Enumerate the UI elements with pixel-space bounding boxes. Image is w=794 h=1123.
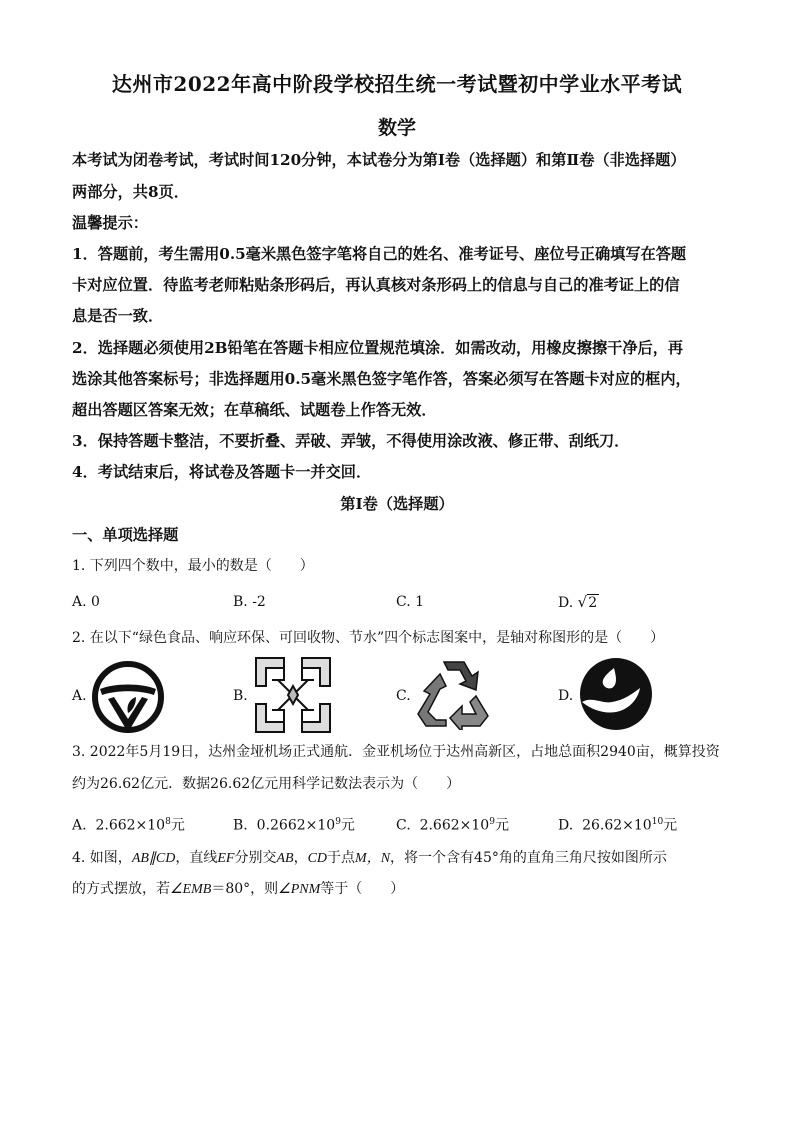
q3-option-c-exponent: 9: [489, 817, 495, 827]
q3-option-b-exponent: 9: [335, 817, 341, 827]
tip-line: 4．考试结束后，将试卷及答题卡一并交回．: [72, 463, 372, 481]
q3-option-d: [558, 812, 677, 836]
q1-option-d-radicand: 2: [588, 595, 598, 611]
tip-line: 1．答题前，考生需用0.5毫米黑色签字笔将自己的姓名、准考证号、座位号正确填写在答题: [72, 245, 687, 263]
water-saving-logo: [578, 656, 654, 732]
q3-option-d-unit: 元: [663, 817, 678, 834]
q4-text: ＝80°，则: [211, 881, 279, 897]
q3-option-b: [233, 812, 355, 836]
q4-text: ，将一个含有45°角的直角三角尺按如图所示: [390, 850, 667, 866]
green-food-logo: [90, 659, 166, 735]
q1-stem: 1. 下列四个数中，最小的数是（ ）: [72, 558, 314, 574]
tip-line: 选涂其他答案标号；非选择题用0.5毫米黑色签字笔作答，答案必须写在答题卡对应的框内，: [72, 370, 691, 388]
q4-math: CD: [307, 851, 328, 866]
q4-text: 4. 如图，: [72, 850, 132, 866]
q3-option-b-mantissa: 0.2662×10: [256, 817, 336, 834]
q3-option-d-exponent: 10: [651, 817, 664, 827]
q3-option-b-unit: 元: [340, 817, 355, 834]
q1-option-a: A. 0: [72, 594, 100, 610]
q3-stem-line-1: 3. 2022年5月19日，达州金垭机场正式通航．金亚机场位于达州高新区，占地总面积2940亩，概算投资: [72, 744, 720, 760]
tip-line: 超出答题区答案无效；在草稿纸、试题卷上作答无效．: [72, 401, 437, 419]
q2-label-d: D.: [558, 688, 574, 704]
q4-text: 的方式摆放，若: [72, 881, 170, 897]
q4-text: ，: [293, 850, 308, 866]
q1-option-d: D. √2: [558, 593, 598, 611]
tip-line: 2．选择题必须使用2B铅笔在答题卡相应位置规范填涂．如需改动，用橡皮擦擦干净后，再: [72, 339, 684, 357]
recycle-logo: [414, 656, 494, 730]
subject-title: 数学: [377, 117, 416, 139]
q3-option-c-label: C.: [396, 817, 411, 834]
q3-option-d-mantissa: 26.62×10: [582, 817, 652, 834]
q4-text: 分别交: [234, 850, 277, 866]
q1-option-d-label: D.: [558, 595, 574, 611]
q4-math: ∠EMB: [170, 882, 212, 897]
q4-stem-line-1: [72, 848, 667, 869]
tip-line: 息是否一致．: [72, 307, 164, 325]
q4-stem-line-2: [72, 879, 404, 900]
q3-option-c: [396, 812, 509, 836]
eco-response-logo: [254, 656, 332, 734]
intro-line-2: 两部分，共8页．: [72, 183, 189, 201]
q2-label-c: C.: [396, 688, 411, 704]
q4-text: 于点: [327, 850, 356, 866]
q3-option-a-label: A.: [72, 817, 87, 834]
q4-math: M，N: [355, 851, 391, 866]
exam-title: 达州市2022年高中阶段学校招生统一考试暨初中学业水平考试: [111, 72, 683, 96]
q3-option-b-label: B.: [233, 817, 248, 834]
q3-option-a: [72, 812, 185, 836]
q4-math: EF: [217, 851, 235, 866]
section-heading: 一、单项选择题: [72, 526, 179, 544]
q3-option-c-mantissa: 2.662×10: [419, 817, 490, 834]
q3-option-c-unit: 元: [494, 817, 509, 834]
q4-math: AB: [276, 851, 294, 866]
tip-line: 卡对应位置．待监考老师粘贴条形码后，再认真核对条形码上的信息与自己的准考证上的信: [72, 276, 680, 294]
q3-option-a-mantissa: 2.662×10: [95, 817, 166, 834]
q2-label-b: B.: [233, 688, 248, 704]
q1-option-b: B. -2: [233, 594, 266, 610]
tips-heading: 温馨提示：: [72, 214, 148, 232]
q4-text: 等于（ ）: [320, 881, 405, 897]
q1-option-c: C. 1: [396, 594, 425, 610]
q4-text: ，直线: [175, 850, 218, 866]
q4-math: AB∥CD: [131, 851, 176, 866]
q3-option-a-exponent: 8: [165, 817, 171, 827]
q3-stem-line-2: 约为26.62亿元．数据26.62亿元用科学记数法表示为（ ）: [72, 776, 461, 792]
q3-option-a-unit: 元: [170, 817, 185, 834]
q2-stem: 2. 在以下“绿色食品、响应环保、可回收物、节水”四个标志图案中，是轴对称图形的是（ ）: [72, 630, 665, 646]
tip-line: 3．保持答题卡整洁，不要折叠、弄破、弄皱，不得使用涂改液、修正带、刮纸刀．: [72, 432, 630, 450]
q3-option-d-label: D.: [558, 817, 574, 834]
intro-line-1: 本考试为闭卷考试，考试时间120分钟，本试卷分为第Ⅰ卷（选择题）和第Ⅱ卷（非选择题）: [72, 151, 686, 169]
q4-math: ∠PNM: [278, 882, 321, 897]
volume-heading: 第Ⅰ卷（选择题）: [340, 495, 454, 513]
q2-label-a: A.: [72, 688, 87, 704]
